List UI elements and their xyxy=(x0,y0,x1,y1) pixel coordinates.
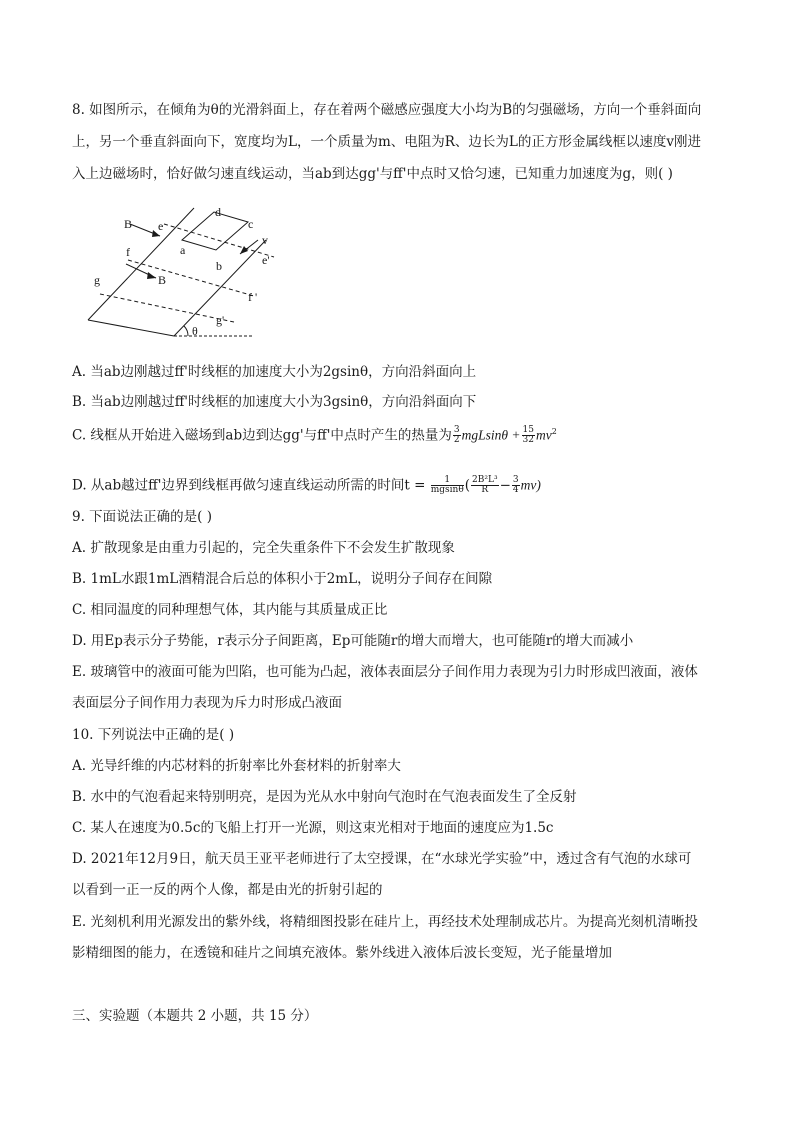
q8-stem-line-1: 8. 如图所示，在倾角为θ的光滑斜面上，存在着两个磁感应强度大小均为B的匀强磁场，方向一个垂斜面向 xyxy=(72,102,702,118)
q8-stem-line-2: 上，另一个垂直斜面向下，宽度均为L，一个质量为m、电阻为R、边长为L的正方形金属线框以速度v刚进 xyxy=(72,134,702,150)
boundary-ff xyxy=(128,260,254,296)
q9-option-e-line-1: E. 玻璃管中的液面可能为凹陷，也可能为凸起，液体表面层分子间作用力表现为引力时形成凹液面，液体 xyxy=(72,664,698,680)
q8-option-d-fraction-3: $\frac{3}{4}$ xyxy=(512,475,519,496)
q9-stem: 9. 下面说法正确的是( ) xyxy=(72,509,212,525)
field-arrow-bottom-head xyxy=(147,272,156,279)
q9-option-c: C. 相同温度的同种理想气体，其内能与其质量成正比 xyxy=(72,602,388,618)
label-e: e xyxy=(158,219,164,233)
label-d: d xyxy=(215,205,221,219)
q10-option-d-line-2: 以看到一正一反的两个人像，都是由光的折射引起的 xyxy=(72,882,383,898)
q10-option-c: C. 某人在速度为0.5c的飞船上打开一光源，则这束光相对于地面的速度应为1.5c xyxy=(72,820,554,836)
label-B-bottom: B xyxy=(158,273,167,287)
label-theta: θ xyxy=(192,324,198,338)
q10-option-a: A. 光导纤维的内芯材料的折射率比外套材料的折射率大 xyxy=(72,758,401,774)
q8-option-d-open: ( xyxy=(464,477,471,494)
q8-option-c-text: C. 线框从开始进入磁场到ab边到达gg'与ff'中点时产生的热量为 xyxy=(72,427,452,444)
q10-option-e-line-1: E. 光刻机利用光源发出的紫外线，将精细图投影在硅片上，再经技术处理制成芯片。为提高光刻机清晰投 xyxy=(72,914,698,930)
q8-option-d-text: D. 从ab越过ff'边界到线框再做匀速直线运动所需的时间t = xyxy=(72,477,426,494)
label-f: f xyxy=(126,245,130,259)
q9-option-d: D. 用Ep表示分子势能，r表示分子间距离，Ep可能随r的增大而增大，也可能随r的增大而减小 xyxy=(72,633,634,649)
q8-option-d-fraction-1: $\frac{1}{mgsin\theta}$ xyxy=(430,475,464,496)
q8-option-c-term: mgLsinθ + xyxy=(461,427,521,443)
q10-option-b: B. 水中的气泡看起来特别明亮，是因为光从水中射向气泡时在气泡表面发生了全反射 xyxy=(72,789,577,805)
q8-option-a: A. 当ab边刚越过ff'时线框的加速度大小为2gsinθ，方向沿斜面向上 xyxy=(72,364,477,380)
angle-arc xyxy=(184,326,188,336)
q8-option-d-end: mv) xyxy=(520,477,541,493)
q8-option-c-fraction-2: $\frac{15}{32}$ xyxy=(522,425,534,446)
q8-option-b: B. 当ab边刚越过ff'时线框的加速度大小为3gsinθ，方向沿斜面向下 xyxy=(72,394,477,410)
q8-option-c-fraction-1: $\frac{3}{2}$ xyxy=(453,425,460,446)
label-e-prime: e' xyxy=(262,253,270,267)
section-3-title: 三、实验题（本题共 2 小题，共 15 分） xyxy=(72,1008,318,1024)
incline-bottom-edge xyxy=(88,320,174,336)
q8-option-d xyxy=(72,476,541,496)
q8-option-c: C. 线框从开始进入磁场到ab边到达gg'与ff'中点时产生的热量为 $\frac{3}{2}$ mgLsinθ + $\frac{15}{32}$ $mv^2$ xyxy=(72,425,557,446)
label-a: a xyxy=(180,243,186,257)
q9-option-a: A. 扩散现象是由重力引起的，完全失重条件下不会发生扩散现象 xyxy=(72,540,455,556)
q8-option-d-fraction-2: $\frac{\text{2B²L³}}{R}$ xyxy=(472,475,498,496)
q8-option-d-minus: − xyxy=(499,477,511,494)
incline-left-edge xyxy=(88,208,194,320)
boundary-gg xyxy=(100,294,234,322)
q9-option-b: B. 1mL水跟1mL酒精混合后总的体积小于2mL，说明分子间存在间隙 xyxy=(72,571,493,587)
label-c: c xyxy=(248,217,254,231)
label-g-prime: g' xyxy=(216,313,225,327)
label-v: v xyxy=(262,233,268,247)
label-b: b xyxy=(216,259,222,273)
label-f-prime: f ' xyxy=(248,290,258,304)
label-B-top: B xyxy=(124,217,133,231)
q10-stem: 10. 下列说法中正确的是( ) xyxy=(72,727,235,743)
q8-option-c-end: mv xyxy=(536,427,552,443)
incline-magnetic-field-figure xyxy=(84,200,284,352)
q10-option-e-line-2: 影精细图的能力，在透镜和硅片之间填充液体。紫外线进入液体后波长变短，光子能量增加 xyxy=(72,945,612,961)
q9-option-e-line-2: 表面层分子间作用力表现为斥力时形成凸液面 xyxy=(72,695,342,711)
q8-stem-line-3: 入上边磁场时，恰好做匀速直线运动，当ab到达gg'与ff'中点时又恰匀速，已知重力加速度为g，则( ) xyxy=(72,166,673,182)
label-g: g xyxy=(94,273,100,287)
q10-option-d-line-1: D. 2021年12月9日，航天员王亚平老师进行了太空授课，在“水球光学实验”中，透过含有气泡的水球可 xyxy=(72,851,692,867)
